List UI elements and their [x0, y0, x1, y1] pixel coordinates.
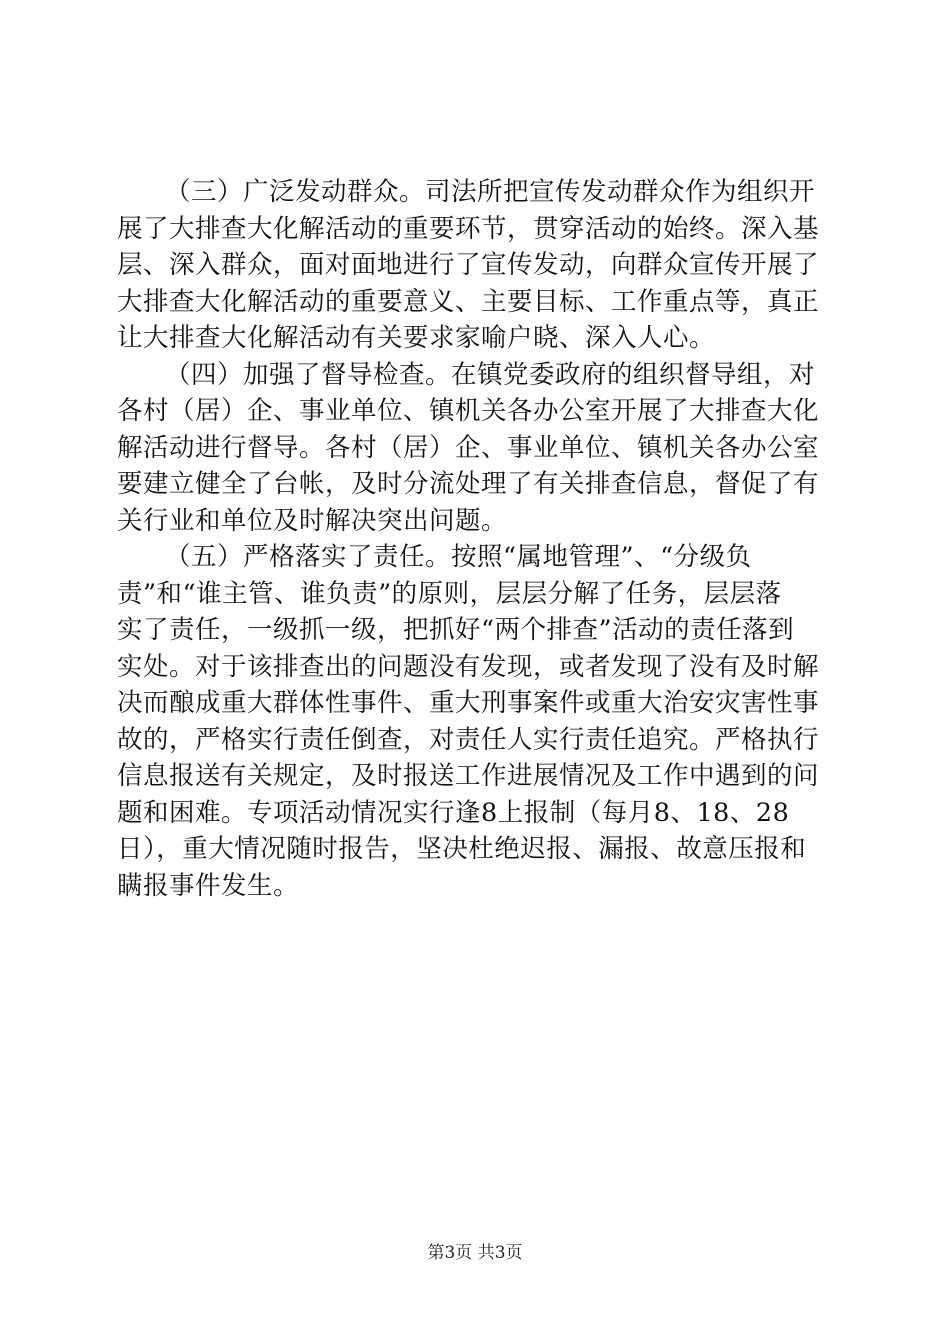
paragraph-4-line: 关行业和单位及时解决突出问题。 — [117, 505, 508, 536]
page-number: 第3页 共3页 — [427, 1243, 523, 1263]
paragraph-4-line: 解活动进行督导。各村（居）企、事业单位、镇机关各办公室 — [117, 432, 820, 463]
paragraph-3-line: 展了大排查大化解活动的重要环节，贯穿活动的始终。深入基 — [117, 213, 820, 244]
paragraph-5-line: 题和困难。专项活动情况实行逢8上报制（每月8、18、28 — [117, 797, 790, 828]
paragraph-3-line: 层、深入群众，面对面地进行了宣传发动，向群众宣传开展了 — [117, 250, 820, 280]
paragraph-5-line: 故的，严格实行责任倒查，对责任人实行责任追究。严格执行 — [117, 724, 820, 755]
paragraph-5-line: 决而酿成重大群体性事件、重大刑事案件或重大治安灾害性事 — [117, 688, 820, 718]
document-body — [117, 174, 835, 904]
paragraph-3-line: （三）广泛发动群众。司法所把宣传发动群众作为组织开 — [165, 177, 816, 207]
paragraph-5-line: （五）严格落实了责任。按照“属地管理”、“分级负 — [165, 542, 752, 572]
paragraph-4-line: 各村（居）企、事业单位、镇机关各办公室开展了大排查大化 — [117, 396, 820, 426]
paragraph-5-line: 实了责任，一级抓一级，把抓好“两个排查”活动的责任落到 — [117, 615, 795, 645]
paragraph-3-line: 大排查大化解活动的重要意义、主要目标、工作重点等，真正 — [117, 286, 820, 317]
paragraph-4-line: （四）加强了督导检查。在镇党委政府的组织督导组，对 — [165, 359, 816, 390]
paragraph-4-line: 要建立健全了台帐，及时分流处理了有关排查信息，督促了有 — [117, 469, 820, 499]
paragraph-5-line: 瞒报事件发生。 — [117, 870, 300, 901]
paragraph-5-line: 信息报送有关规定，及时报送工作进展情况及工作中遇到的问 — [117, 761, 820, 791]
page-footer — [0, 1242, 950, 1264]
paragraph-5-line: 日），重大情况随时报告，坚决杜绝迟报、漏报、故意压报和 — [117, 834, 807, 864]
paragraph-5-line: 实处。对于该排查出的问题没有发现，或者发现了没有及时解 — [117, 651, 820, 682]
paragraph-3-line: 让大排查大化解活动有关要求家喻户晓、深入人心。 — [117, 323, 716, 353]
paragraph-5-line: 责”和“谁主管、谁负责”的原则，层层分解了任务，层层落 — [117, 578, 782, 609]
